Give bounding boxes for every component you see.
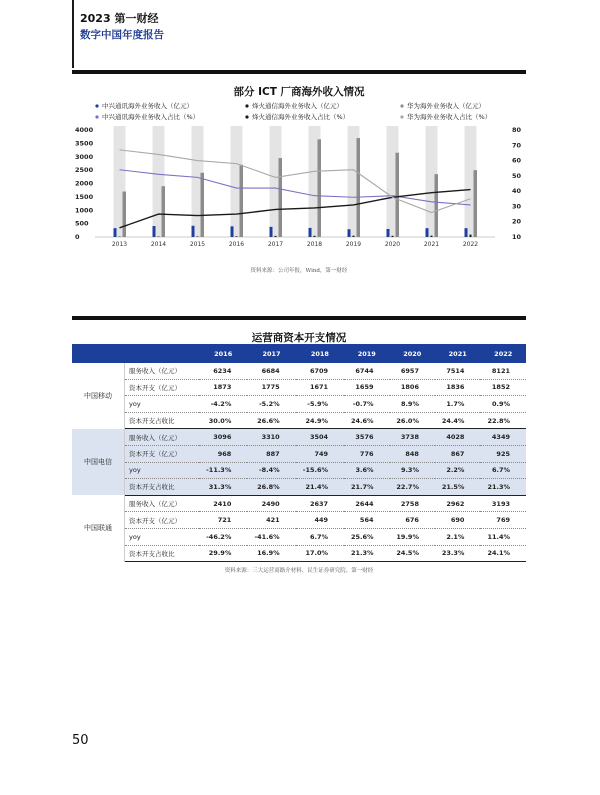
bar-3 (318, 139, 322, 237)
line-series-1 (120, 170, 471, 205)
table-cell: 2962 (435, 495, 480, 512)
table-cell: -41.6% (247, 528, 295, 545)
table-cell: -4.2% (199, 396, 247, 413)
table-cell: 3504 (296, 429, 344, 446)
table-cell: 449 (296, 512, 344, 529)
metric-label: 资本开支占收比 (125, 545, 200, 562)
table-cell: 31.3% (199, 479, 247, 496)
table-cell: 749 (296, 445, 344, 462)
y-right-tick-label: 20 (512, 217, 522, 226)
x-tick-label: 2016 (228, 241, 245, 248)
legend-label: 烽火通信海外业务收入（亿元） (252, 102, 343, 110)
table-cell: 19.9% (390, 528, 435, 545)
table-row (72, 429, 526, 446)
bar-1 (387, 229, 390, 237)
table-cell: 2637 (296, 495, 344, 512)
table-cell: 25.6% (344, 528, 389, 545)
table-cell: 564 (344, 512, 389, 529)
table-cell: 2758 (390, 495, 435, 512)
bar-3 (201, 173, 205, 237)
company-label: 中国电信 (72, 429, 125, 495)
table-cell: 690 (435, 512, 480, 529)
bar-1 (231, 226, 234, 237)
table-cell: 676 (390, 512, 435, 529)
table-cell: 4028 (435, 429, 480, 446)
y-left-tick-label: 3000 (75, 152, 94, 161)
line-series-2 (120, 190, 471, 228)
table-cell: 3576 (344, 429, 389, 446)
table-cell: 0.9% (480, 396, 526, 413)
table-cell: 7514 (435, 363, 480, 379)
table-cell: 2644 (344, 495, 389, 512)
table-cell: 887 (247, 445, 295, 462)
bar-3 (396, 153, 400, 237)
bar-3 (435, 174, 439, 237)
bar-3 (123, 192, 127, 237)
capex-table (72, 344, 526, 562)
bar-1 (153, 226, 156, 237)
table-cell: 848 (390, 445, 435, 462)
y-left-tick-label: 500 (75, 219, 89, 228)
table-cell: 3193 (480, 495, 526, 512)
table-cell: 24.5% (390, 545, 435, 562)
table-cell: 1873 (199, 379, 247, 396)
chart-title: 部分 ICT 厂商海外收入情况 (233, 86, 365, 98)
table-cell: 8121 (480, 363, 526, 379)
metric-label: 资本开支（亿元） (125, 379, 200, 396)
bar-2 (275, 236, 277, 237)
table-row (72, 363, 526, 379)
year-header: 2022 (480, 344, 526, 363)
table-cell: 421 (247, 512, 295, 529)
table-cell: 3738 (390, 429, 435, 446)
y-right-tick-label: 70 (512, 141, 522, 150)
table-cell: 22.7% (390, 479, 435, 496)
table-cell: 6957 (390, 363, 435, 379)
table-cell: 3310 (247, 429, 295, 446)
table-header-row (72, 344, 526, 363)
table-cell: 6709 (296, 363, 344, 379)
chart-source: 资料来源：公司年报，Wind，第一财经 (250, 268, 348, 274)
y-right-tick-label: 80 (512, 126, 522, 134)
legend-marker (245, 115, 248, 118)
legend-label: 华为海外业务收入占比（%） (407, 113, 492, 121)
page-number: 50 (72, 733, 89, 748)
table-cell: 21.3% (480, 479, 526, 496)
table-cell: -5.9% (296, 396, 344, 413)
metric-label: 资本开支占收比 (125, 479, 200, 496)
table-cell: 6.7% (296, 528, 344, 545)
year-header: 2017 (247, 344, 295, 363)
bar-1 (192, 226, 195, 237)
table-cell: 1659 (344, 379, 389, 396)
table-cell: 26.0% (390, 412, 435, 429)
company-label: 中国联通 (72, 495, 125, 561)
table-cell: 3096 (199, 429, 247, 446)
x-tick-label: 2013 (111, 241, 128, 248)
table-cell: 2490 (247, 495, 295, 512)
bar-1 (270, 227, 273, 237)
table-cell: -15.6% (296, 462, 344, 479)
legend-marker (95, 104, 98, 107)
line-series-3 (120, 150, 471, 213)
bar-2 (470, 235, 472, 237)
x-tick-label: 2018 (306, 241, 323, 248)
bar-3 (474, 170, 478, 237)
table-cell: 776 (344, 445, 389, 462)
table-cell: 867 (435, 445, 480, 462)
table-row (72, 528, 526, 545)
metric-label: yoy (125, 396, 200, 413)
table-cell: -11.3% (199, 462, 247, 479)
y-left-tick-label: 3500 (75, 139, 94, 148)
table-cell: 721 (199, 512, 247, 529)
y-left-tick-label: 4000 (75, 126, 94, 134)
metric-label: 资本开支占收比 (125, 412, 200, 429)
table-row (72, 445, 526, 462)
report-year-title: 2023 第一财经 (80, 12, 159, 25)
metric-label: 资本开支（亿元） (125, 512, 200, 529)
table-cell: 24.9% (296, 412, 344, 429)
table-title: 运营商资本开支情况 (251, 332, 347, 344)
year-header: 2019 (344, 344, 389, 363)
table-row (72, 495, 526, 512)
chart-canvas (0, 0, 600, 270)
bar-2 (353, 236, 355, 237)
table-panel (72, 316, 526, 345)
table-cell: 1775 (247, 379, 295, 396)
report-subtitle: 数字中国年度报告 (80, 29, 164, 41)
table-cell: -46.2% (199, 528, 247, 545)
metric-label: 服务收入（亿元） (125, 495, 200, 512)
x-tick-label: 2022 (462, 241, 479, 248)
table-cell: 11.4% (480, 528, 526, 545)
x-tick-label: 2015 (189, 241, 206, 248)
y-right-tick-label: 40 (512, 187, 522, 196)
y-left-tick-label: 0 (75, 233, 80, 241)
table-cell: 6.7% (480, 462, 526, 479)
table-cell: 6234 (199, 363, 247, 379)
y-left-tick-label: 2500 (75, 166, 94, 175)
legend-marker (95, 115, 98, 118)
table-cell: 1836 (435, 379, 480, 396)
table-cell: 1.7% (435, 396, 480, 413)
table-cell: -8.4% (247, 462, 295, 479)
table-cell: 8.9% (390, 396, 435, 413)
bar-1 (114, 228, 117, 237)
table-cell: 6684 (247, 363, 295, 379)
bar-1 (348, 229, 351, 237)
bar-3 (279, 158, 283, 237)
table-cell: 21.4% (296, 479, 344, 496)
table-row (72, 396, 526, 413)
table-cell: 6744 (344, 363, 389, 379)
table-row (72, 412, 526, 429)
table-cell: 1671 (296, 379, 344, 396)
header-blank-metric (125, 344, 200, 363)
bar-2 (197, 236, 199, 237)
table-source: 资料来源：三大运营商路介材料、民生证券研究院、第一财经 (224, 568, 374, 574)
table-cell: 21.3% (344, 545, 389, 562)
table-top-rule (72, 316, 526, 320)
table-cell: 1806 (390, 379, 435, 396)
legend-label: 华为海外业务收入（亿元） (407, 102, 485, 110)
y-right-tick-label: 30 (512, 202, 522, 211)
table-cell: 21.7% (344, 479, 389, 496)
metric-label: yoy (125, 528, 200, 545)
x-tick-label: 2017 (267, 241, 284, 248)
header-blank-company (72, 344, 125, 363)
bar-1 (309, 228, 312, 237)
company-label: 中国移动 (72, 363, 125, 429)
bar-3 (357, 138, 361, 237)
bar-3 (162, 186, 166, 237)
y-left-tick-label: 1500 (75, 192, 94, 201)
x-tick-label: 2020 (384, 241, 401, 248)
table-cell: 1852 (480, 379, 526, 396)
bar-2 (314, 236, 316, 237)
table-cell: -5.2% (247, 396, 295, 413)
metric-label: 资本开支（亿元） (125, 445, 200, 462)
table-cell: 24.6% (344, 412, 389, 429)
bar-3 (240, 165, 244, 237)
table-row (72, 462, 526, 479)
metric-label: yoy (125, 462, 200, 479)
table-row (72, 479, 526, 496)
table-cell: 2.1% (435, 528, 480, 545)
y-left-tick-label: 1000 (75, 206, 94, 215)
x-tick-label: 2021 (423, 241, 440, 248)
y-right-tick-label: 50 (512, 171, 522, 180)
table-cell: 4349 (480, 429, 526, 446)
year-header: 2021 (435, 344, 480, 363)
table-cell: 26.6% (247, 412, 295, 429)
metric-label: 服务收入（亿元） (125, 429, 200, 446)
legend-marker (400, 115, 403, 118)
table-cell: 2410 (199, 495, 247, 512)
table-cell: 23.3% (435, 545, 480, 562)
table-cell: 769 (480, 512, 526, 529)
table-cell: 968 (199, 445, 247, 462)
table-cell: 9.3% (390, 462, 435, 479)
year-header: 2016 (199, 344, 247, 363)
y-left-tick-label: 2000 (75, 179, 94, 188)
table-cell: 21.5% (435, 479, 480, 496)
table-cell: 29.9% (199, 545, 247, 562)
table-cell: 17.0% (296, 545, 344, 562)
table-cell: 2.2% (435, 462, 480, 479)
bar-1 (465, 228, 468, 237)
table-cell: 24.1% (480, 545, 526, 562)
metric-label: 服务收入（亿元） (125, 363, 200, 379)
legend-label: 中兴通讯海外业务收入占比（%） (102, 113, 200, 121)
legend-marker (400, 104, 403, 107)
table-cell: 22.8% (480, 412, 526, 429)
table-row (72, 379, 526, 396)
table-row (72, 545, 526, 562)
bar-2 (236, 236, 238, 237)
table-cell: -0.7% (344, 396, 389, 413)
table-cell: 925 (480, 445, 526, 462)
legend-label: 中兴通讯海外业务收入（亿元） (102, 102, 193, 110)
table-row (72, 512, 526, 529)
table-cell: 24.4% (435, 412, 480, 429)
y-right-tick-label: 10 (512, 233, 522, 241)
x-tick-label: 2014 (150, 241, 167, 248)
legend-label: 烽火通信海外业务收入占比（%） (252, 113, 350, 121)
table-cell: 16.9% (247, 545, 295, 562)
year-header: 2020 (390, 344, 435, 363)
bar-2 (392, 236, 394, 237)
table-cell: 3.6% (344, 462, 389, 479)
bar-1 (426, 228, 429, 237)
table-cell: 26.8% (247, 479, 295, 496)
legend-marker (245, 104, 248, 107)
bar-2 (431, 236, 433, 237)
y-right-tick-label: 60 (512, 156, 522, 165)
year-header: 2018 (296, 344, 344, 363)
x-tick-label: 2019 (345, 241, 362, 248)
table-cell: 30.0% (199, 412, 247, 429)
